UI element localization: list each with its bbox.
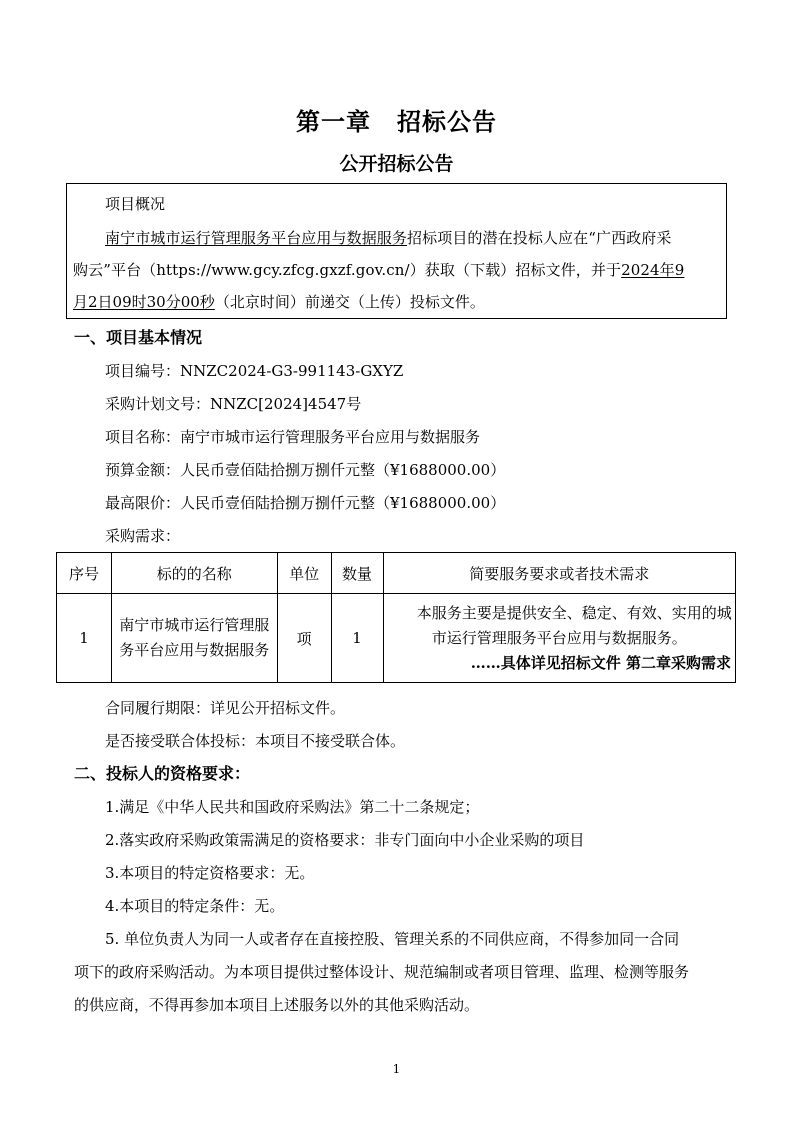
plan-number: 采购计划文号：NNZC[2024]4547号 bbox=[105, 395, 362, 413]
deadline-part-2: 月2日09时30分00秒 bbox=[73, 293, 215, 311]
requirements-reference: ……具体详见招标文件 第二章采购需求 bbox=[470, 653, 731, 672]
table-header-row bbox=[57, 553, 736, 594]
requirements-table bbox=[56, 552, 736, 683]
deadline-part-1: 2024年9 bbox=[621, 261, 685, 279]
project-name: 项目名称：南宁市城市运行管理服务平台应用与数据服务 bbox=[105, 428, 481, 446]
header-quantity: 数量 bbox=[331, 553, 383, 594]
requirement-4: 4.本项目的特定条件：无。 bbox=[105, 897, 285, 915]
overview-line-3-rest: （北京时间）前递交（上传）投标文件。 bbox=[214, 293, 485, 311]
budget-amount: 预算金额：人民币壹佰陆拾捌万捌仟元整（¥1688000.00） bbox=[105, 461, 506, 479]
cell-unit: 项 bbox=[277, 594, 331, 683]
overview-line-3 bbox=[73, 292, 485, 312]
header-no: 序号 bbox=[57, 553, 112, 594]
overview-line-2 bbox=[73, 260, 684, 280]
table-row bbox=[57, 594, 736, 683]
contract-period: 合同履行期限：详见公开招标文件。 bbox=[105, 699, 346, 717]
project-name-underlined: 南宁市城市运行管理服务平台应用与数据服务 bbox=[105, 229, 408, 247]
header-item-name: 标的的名称 bbox=[111, 553, 277, 594]
section1-heading: 一、项目基本情况 bbox=[74, 328, 203, 347]
cell-requirements bbox=[383, 594, 736, 683]
cell-quantity: 1 bbox=[331, 594, 383, 683]
overview-label: 项目概况 bbox=[105, 195, 166, 213]
header-requirements: 简要服务要求或者技术需求 bbox=[383, 553, 736, 594]
page-number: 1 bbox=[392, 1062, 401, 1076]
overview-line-1 bbox=[105, 228, 672, 248]
max-price: 最高限价：人民币壹佰陆拾捌万捌仟元整（¥1688000.00） bbox=[105, 494, 506, 512]
section2-heading: 二、投标人的资格要求： bbox=[74, 764, 251, 783]
consortium-policy: 是否接受联合体投标：本项目不接受联合体。 bbox=[105, 732, 406, 750]
header-unit: 单位 bbox=[277, 553, 331, 594]
document-subtitle: 公开招标公告 bbox=[339, 153, 454, 175]
cell-item-name: 南宁市城市运行管理服务平台应用与数据服务 bbox=[111, 594, 277, 683]
overview-line-2-text: 购云”平台（https://www.gcy.zfcg.gxzf.gov.cn/）获取（下载）招标文件，并于 bbox=[73, 261, 622, 279]
overview-box bbox=[66, 183, 727, 319]
requirement-5-line-2: 项下的政府采购活动。为本项目提供过整体设计、规范编制或者项目管理、监理、检测等服务 bbox=[74, 963, 690, 981]
requirement-5-line-1: 5. 单位负责人为同一人或者存在直接控股、管理关系的不同供应商，不得参加同一合同 bbox=[105, 930, 680, 948]
requirement-1: 1.满足《中华人民共和国政府采购法》第二十二条规定； bbox=[105, 798, 480, 816]
requirement-3: 3.本项目的特定资格要求：无。 bbox=[105, 864, 315, 882]
chapter-name: 招标公告 bbox=[397, 107, 497, 136]
chapter-number: 第一章 bbox=[296, 107, 371, 136]
requirement-2: 2.落实政府采购政策需满足的资格要求：非专门面向中小企业采购的项目 bbox=[105, 831, 585, 849]
requirements-text: 本服务主要是提供安全、稳定、有效、实用的城市运行管理服务平台应用与数据服务。 bbox=[416, 603, 732, 647]
cell-no: 1 bbox=[57, 594, 112, 683]
overview-line-1-rest: 招标项目的潜在投标人应在“广西政府采 bbox=[407, 229, 672, 247]
project-code: 项目编号：NNZC2024-G3-991143-GXYZ bbox=[105, 362, 404, 380]
requirement-5-line-3: 的供应商，不得再参加本项目上述服务以外的其他采购活动。 bbox=[74, 996, 480, 1014]
chapter-title bbox=[0, 102, 793, 137]
demand-label: 采购需求： bbox=[105, 527, 181, 545]
